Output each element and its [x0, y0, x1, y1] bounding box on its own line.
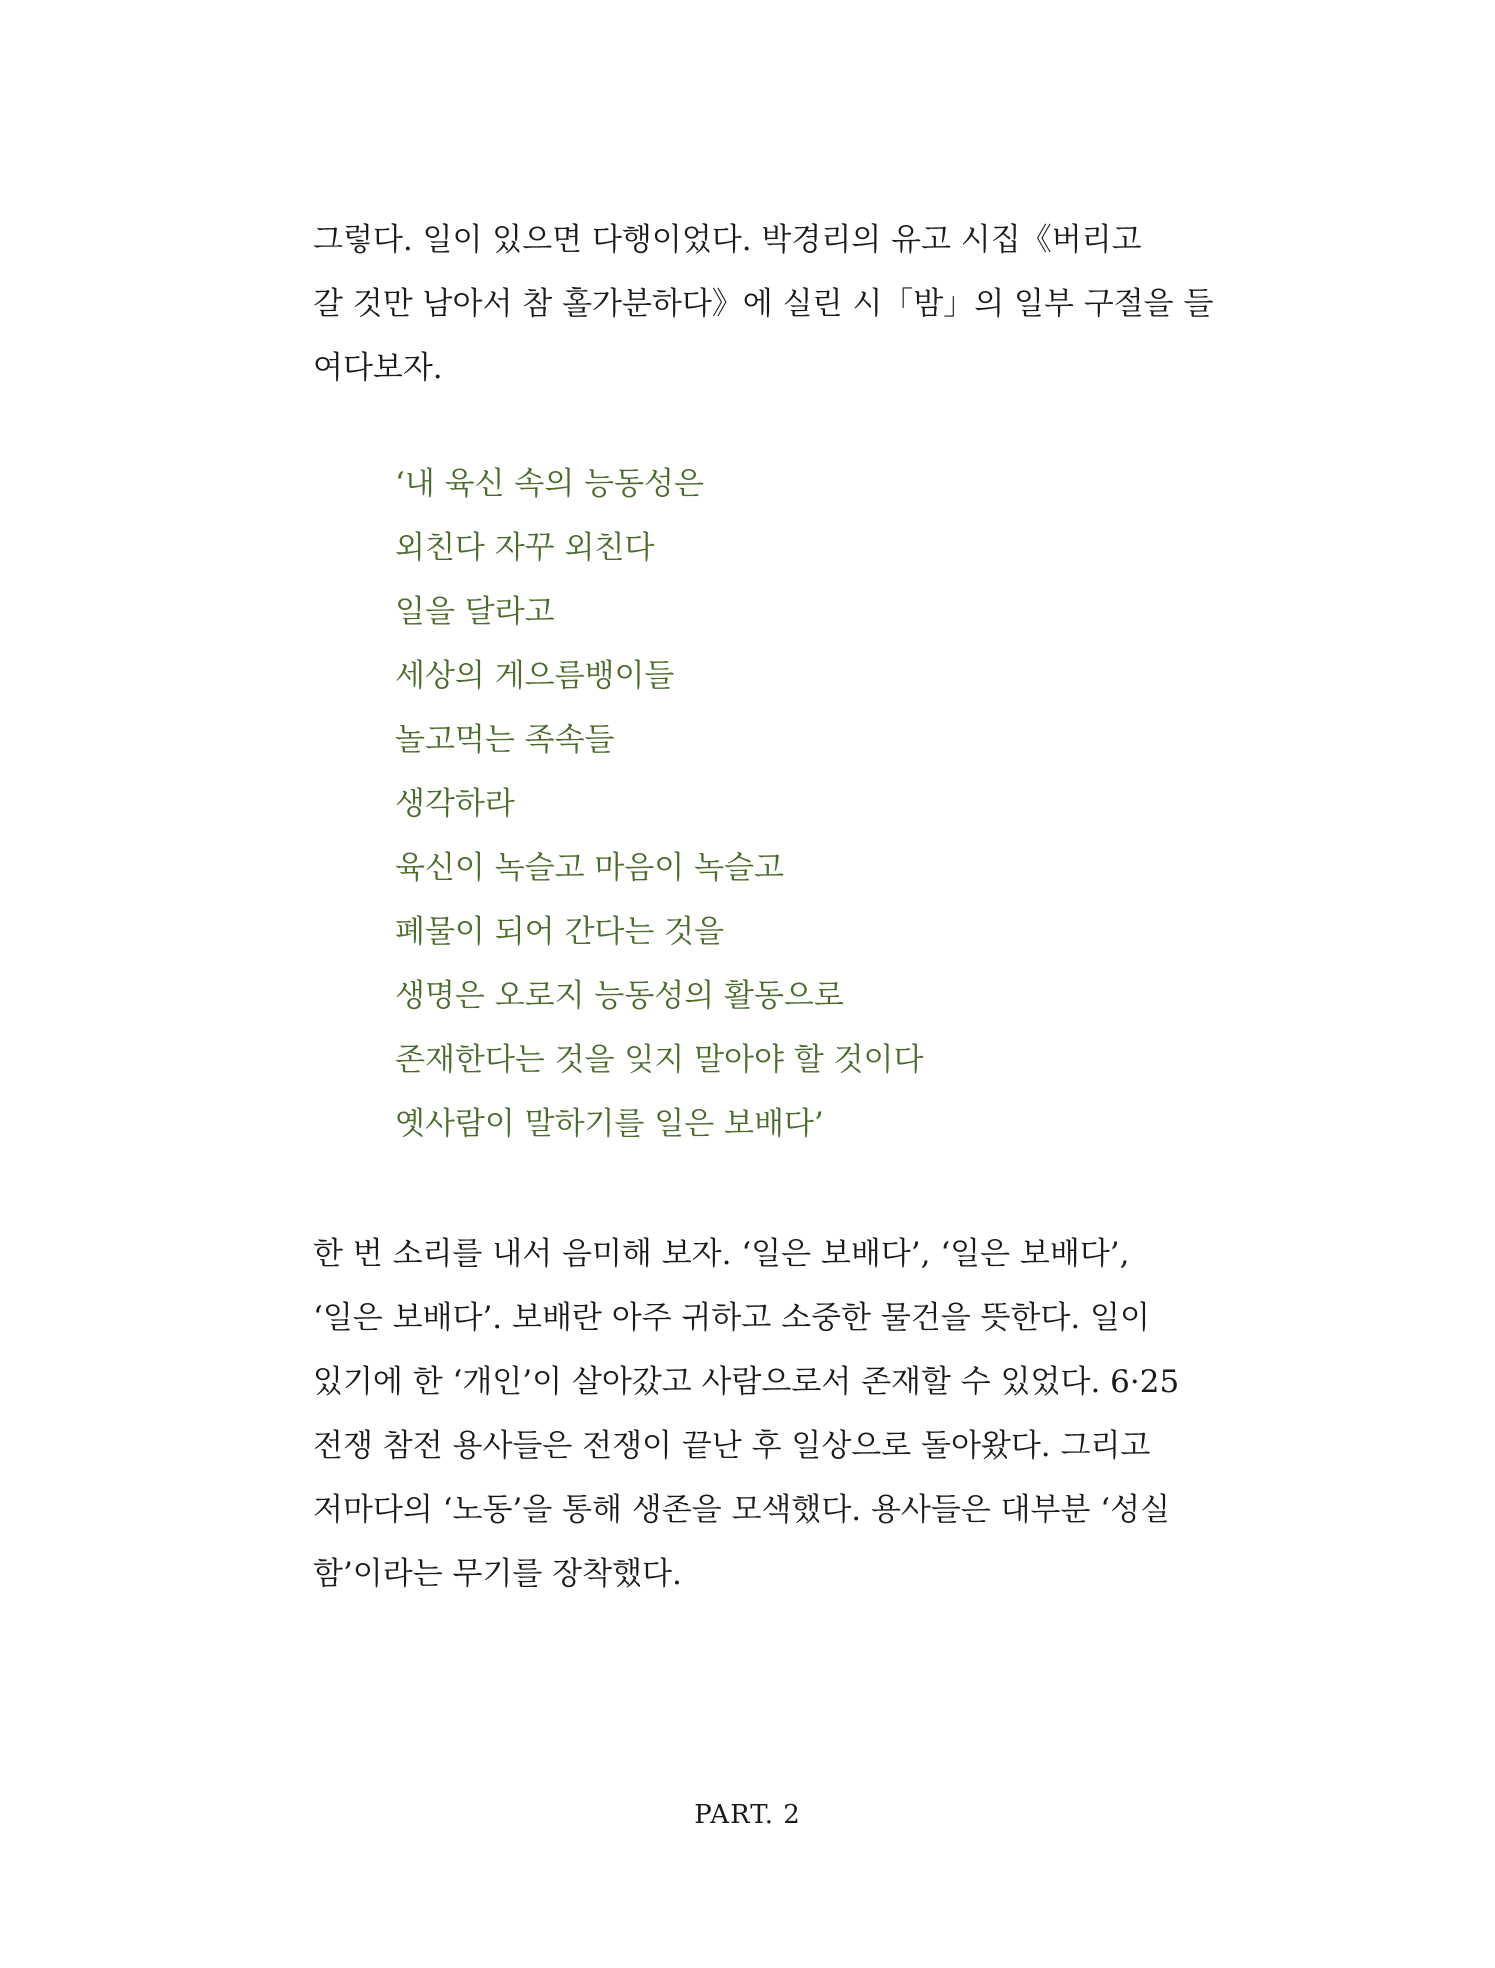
- paragraph-line: 전쟁 참전 용사들은 전쟁이 끝난 후 일상으로 돌아왔다. 그리고: [313, 1428, 1151, 1464]
- poem-line: 외친다 자꾸 외친다: [395, 530, 655, 566]
- poem-line: 놀고먹는 족속들: [395, 722, 615, 758]
- poem-line: 일을 달라고: [395, 594, 555, 630]
- poem-line: 폐물이 되어 간다는 것을: [395, 914, 725, 950]
- paragraph-line: 한 번 소리를 내서 음미해 보자. ‘일은 보배다’, ‘일은 보배다’,: [313, 1236, 1130, 1272]
- poem-line: 육신이 녹슬고 마음이 녹슬고: [395, 850, 784, 886]
- poem-line: 옛사람이 말하기를 일은 보배다’: [395, 1106, 824, 1142]
- intro-paragraph: [313, 208, 1214, 400]
- page-footer-part-label: PART. 2: [694, 1800, 801, 1830]
- paragraph-line: 그렇다. 일이 있으면 다행이었다. 박경리의 유고 시집《버리고: [313, 222, 1142, 258]
- poem-quote: [395, 452, 1155, 1156]
- paragraph-line: 함’이라는 무기를 장착했다.: [313, 1556, 682, 1592]
- poem-line: 존재한다는 것을 잊지 말아야 할 것이다: [395, 1042, 924, 1078]
- poem-line: ‘내 육신 속의 능동성은: [395, 466, 704, 502]
- poem-line: 생명은 오로지 능동성의 활동으로: [395, 978, 844, 1014]
- paragraph-line: 있기에 한 ‘개인’이 살아갔고 사람으로서 존재할 수 있었다. 6·25: [313, 1364, 1180, 1400]
- closing-paragraph: [313, 1222, 1183, 1606]
- poem-line: 세상의 게으름뱅이들: [395, 658, 675, 694]
- paragraph-line: ‘일은 보배다’. 보배란 아주 귀하고 소중한 물건을 뜻한다. 일이: [313, 1300, 1150, 1336]
- paragraph-line: 갈 것만 남아서 참 홀가분하다》에 실린 시「밤」의 일부 구절을 들: [313, 286, 1214, 322]
- poem-line: 생각하라: [395, 786, 515, 822]
- paragraph-line: 여다보자.: [313, 350, 443, 386]
- paragraph-line: 저마다의 ‘노동’을 통해 생존을 모색했다. 용사들은 대부분 ‘성실: [313, 1492, 1171, 1528]
